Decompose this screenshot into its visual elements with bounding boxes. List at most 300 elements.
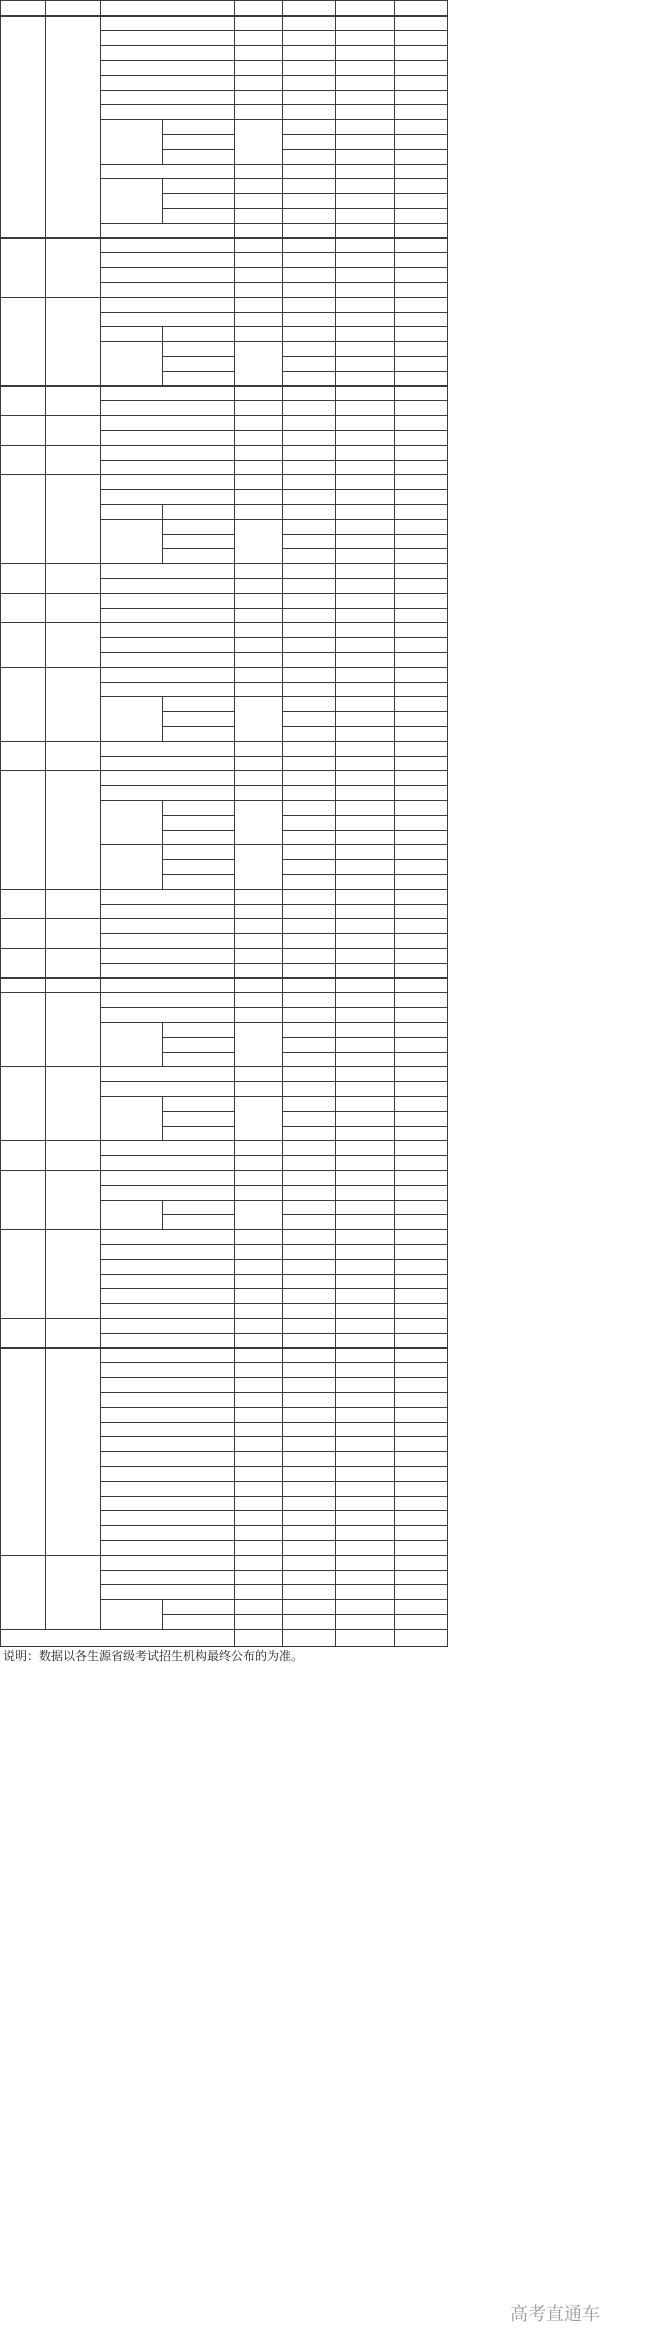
max-score (282, 830, 335, 845)
max-score (282, 504, 335, 519)
province-code (0, 978, 45, 993)
category-label (100, 490, 234, 505)
admit-count (234, 1008, 282, 1023)
table-rule (282, 1288, 448, 1289)
category-label (100, 1363, 234, 1378)
table-rule (282, 1274, 448, 1275)
max-score (282, 756, 335, 771)
admit-count (234, 342, 282, 386)
max-score (282, 1422, 335, 1437)
avg-score (335, 904, 394, 919)
table-rule (100, 252, 282, 253)
table-rule (100, 1303, 282, 1304)
admit-count (234, 1170, 282, 1185)
table-rule (100, 682, 282, 683)
table-rule (100, 963, 282, 964)
min-score (394, 1215, 448, 1230)
category-label (100, 238, 234, 253)
avg-score (335, 1052, 394, 1067)
table-rule (162, 830, 234, 831)
table-rule (282, 400, 448, 401)
min-score (394, 578, 448, 593)
province-name (45, 386, 100, 416)
max-score (282, 1333, 335, 1348)
admit-count (234, 1511, 282, 1526)
min-score (394, 445, 448, 460)
table-rule (282, 0, 283, 1646)
table-rule (282, 149, 448, 150)
admit-count (234, 179, 282, 194)
admit-count (234, 31, 282, 46)
avg-score (335, 519, 394, 534)
table-rule (100, 1422, 282, 1423)
table-rule (282, 1466, 448, 1467)
avg-score (335, 149, 394, 164)
subcategory-label (162, 342, 234, 357)
admit-count (234, 1082, 282, 1097)
category-label (100, 1511, 234, 1526)
province-code (0, 1067, 45, 1141)
admit-count (234, 1304, 282, 1319)
header-province (45, 0, 100, 16)
table-rule (282, 1052, 448, 1053)
max-score (282, 1037, 335, 1052)
avg-score (335, 756, 394, 771)
min-score (394, 416, 448, 431)
table-rule (282, 1259, 448, 1260)
admit-count (234, 904, 282, 919)
province-name (45, 297, 100, 386)
table-rule (162, 859, 234, 860)
avg-score (335, 1008, 394, 1023)
category-label (100, 652, 234, 667)
category-label (100, 564, 234, 579)
category-label (100, 46, 234, 61)
min-score (394, 623, 448, 638)
avg-score (335, 1022, 394, 1037)
category-label (100, 1141, 234, 1156)
min-score (394, 490, 448, 505)
max-score (282, 282, 335, 297)
admit-count (234, 90, 282, 105)
province-code (0, 1170, 45, 1229)
table-rule (100, 1496, 282, 1497)
min-score (394, 16, 448, 31)
avg-score (335, 830, 394, 845)
admit-count (234, 889, 282, 904)
table-rule (282, 548, 448, 549)
avg-score (335, 105, 394, 120)
table-rule (100, 519, 282, 520)
subcategory-label (162, 874, 234, 889)
admit-count (234, 1585, 282, 1600)
min-score (394, 475, 448, 490)
max-score (282, 31, 335, 46)
max-score (282, 564, 335, 579)
min-score (394, 1481, 448, 1496)
max-score (282, 475, 335, 490)
max-score (282, 1289, 335, 1304)
province-code (0, 593, 45, 623)
table-rule (100, 178, 282, 179)
max-score (282, 105, 335, 120)
province-name (45, 889, 100, 919)
category-label (100, 1318, 234, 1333)
avg-score (335, 1126, 394, 1141)
subcategory-label (162, 356, 234, 371)
avg-score (335, 1082, 394, 1097)
category-label (100, 623, 234, 638)
admit-count (234, 593, 282, 608)
table-rule (100, 30, 282, 31)
table-rule (234, 193, 282, 194)
province-code (0, 771, 45, 889)
min-score (394, 1230, 448, 1245)
table-rule (100, 1599, 282, 1600)
category-label (100, 282, 234, 297)
category-label (100, 60, 234, 75)
header-min (394, 0, 448, 16)
min-score (394, 342, 448, 357)
avg-score (335, 223, 394, 238)
max-score (282, 342, 335, 357)
min-score (394, 1259, 448, 1274)
avg-score (335, 342, 394, 357)
min-score (394, 1037, 448, 1052)
province-name (45, 445, 100, 475)
admit-count (234, 223, 282, 238)
table-rule (282, 608, 448, 609)
max-score (282, 1082, 335, 1097)
max-score (282, 60, 335, 75)
avg-score (335, 860, 394, 875)
province-name (45, 741, 100, 771)
subcategory-label (162, 149, 234, 164)
table-rule (282, 1525, 448, 1526)
admit-count (234, 741, 282, 756)
avg-score (335, 741, 394, 756)
max-score (282, 608, 335, 623)
max-score (282, 253, 335, 268)
max-score (282, 1244, 335, 1259)
max-score (282, 1230, 335, 1245)
min-score (394, 371, 448, 386)
max-score (282, 297, 335, 312)
max-score (282, 164, 335, 179)
min-score (394, 697, 448, 712)
max-score (282, 194, 335, 209)
avg-score (335, 667, 394, 682)
table-rule (45, 0, 46, 1629)
category-label (100, 164, 234, 179)
table-rule (282, 267, 448, 268)
table-rule (282, 119, 448, 120)
avg-score (335, 771, 394, 786)
avg-score (335, 1363, 394, 1378)
admit-count (234, 1422, 282, 1437)
max-score (282, 179, 335, 194)
max-score (282, 697, 335, 712)
table-rule (100, 637, 282, 638)
admit-count (234, 993, 282, 1008)
table-rule (282, 104, 448, 105)
table-rule (162, 208, 234, 209)
table-rule (282, 371, 448, 372)
max-score (282, 534, 335, 549)
table-rule (100, 1570, 282, 1571)
max-score (282, 948, 335, 963)
avg-score (335, 934, 394, 949)
category-group-label (100, 1600, 162, 1630)
admit-count (234, 1289, 282, 1304)
category-label (100, 1082, 234, 1097)
table-rule (282, 711, 448, 712)
subcategory-label (162, 697, 234, 712)
table-rule (282, 815, 448, 816)
avg-score (335, 534, 394, 549)
max-score (282, 800, 335, 815)
table-rule (162, 874, 234, 875)
admit-count (234, 268, 282, 283)
admit-count (234, 845, 282, 889)
avg-score (335, 1333, 394, 1348)
subcategory-label (162, 1126, 234, 1141)
max-score (282, 860, 335, 875)
max-score (282, 519, 335, 534)
table-rule (234, 1614, 282, 1615)
avg-score (335, 919, 394, 934)
subcategory-label (162, 371, 234, 386)
admit-count (234, 638, 282, 653)
table-rule (282, 341, 448, 342)
admit-count (234, 963, 282, 978)
category-label (100, 667, 234, 682)
province-name (45, 948, 100, 978)
avg-score (335, 134, 394, 149)
table-rule (162, 1214, 234, 1215)
province-code (0, 993, 45, 1067)
table-rule (282, 844, 448, 845)
avg-score (335, 1274, 394, 1289)
avg-score (335, 578, 394, 593)
max-score (282, 1096, 335, 1111)
province-name (45, 1555, 100, 1629)
min-score (394, 978, 448, 993)
table-rule (282, 504, 448, 505)
total-label (0, 1629, 234, 1646)
admit-count (234, 1392, 282, 1407)
avg-score (335, 1570, 394, 1585)
admit-count (234, 312, 282, 327)
max-score (282, 1067, 335, 1082)
min-score (394, 1052, 448, 1067)
table-rule (100, 1392, 282, 1393)
header-max (282, 0, 335, 16)
table-rule (100, 785, 282, 786)
category-label (100, 904, 234, 919)
min-score (394, 919, 448, 934)
min-score (394, 1289, 448, 1304)
avg-score (335, 1614, 394, 1629)
max-score (282, 208, 335, 223)
min-score (394, 1067, 448, 1082)
category-label (100, 1496, 234, 1511)
min-score (394, 608, 448, 623)
avg-score (335, 416, 394, 431)
avg-score (335, 490, 394, 505)
table-rule (282, 1599, 448, 1600)
min-score (394, 134, 448, 149)
province-code (0, 1555, 45, 1629)
admit-count (234, 75, 282, 90)
table-rule (100, 933, 282, 934)
table-rule (100, 1155, 282, 1156)
table-rule (100, 60, 282, 61)
category-label (100, 756, 234, 771)
category-label (100, 1407, 234, 1422)
subcategory-label (162, 534, 234, 549)
min-score (394, 149, 448, 164)
min-score (394, 1466, 448, 1481)
max-score (282, 993, 335, 1008)
max-score (282, 1496, 335, 1511)
avg-score (335, 90, 394, 105)
max-score (282, 874, 335, 889)
table-rule (100, 1081, 282, 1082)
table-rule (282, 208, 448, 209)
category-label (100, 416, 234, 431)
province-code (0, 16, 45, 238)
table-rule (282, 1510, 448, 1511)
avg-score (335, 327, 394, 342)
category-label (100, 1259, 234, 1274)
table-rule (100, 1377, 282, 1378)
admit-count (234, 238, 282, 253)
max-score (282, 268, 335, 283)
header-count (234, 0, 282, 16)
max-score (282, 1526, 335, 1541)
admit-count (234, 978, 282, 993)
table-rule (100, 844, 282, 845)
max-score (282, 416, 335, 431)
min-score (394, 430, 448, 445)
table-rule (100, 104, 282, 105)
avg-score (335, 208, 394, 223)
table-rule (282, 1126, 448, 1127)
max-score (282, 889, 335, 904)
avg-score (335, 978, 394, 993)
min-score (394, 1511, 448, 1526)
table-rule (282, 356, 448, 357)
subcategory-label (162, 712, 234, 727)
table-rule (100, 1451, 282, 1452)
avg-score (335, 608, 394, 623)
table-rule (100, 223, 282, 224)
admit-count (234, 1614, 282, 1629)
max-score (282, 786, 335, 801)
table-rule (162, 726, 234, 727)
province-code (0, 445, 45, 475)
max-score (282, 430, 335, 445)
avg-score (335, 1289, 394, 1304)
min-score (394, 1156, 448, 1171)
avg-score (335, 16, 394, 31)
province-code (0, 1318, 45, 1348)
category-label (100, 771, 234, 786)
admit-count (234, 1274, 282, 1289)
avg-score (335, 1600, 394, 1615)
max-score (282, 1511, 335, 1526)
province-name (45, 475, 100, 564)
min-score (394, 1304, 448, 1319)
watermark-text: 高考直通车 (510, 2304, 600, 2325)
table-rule (282, 1392, 448, 1393)
subcategory-label (162, 1022, 234, 1037)
table-rule (162, 193, 234, 194)
avg-score (335, 697, 394, 712)
max-score (282, 460, 335, 475)
category-label (100, 430, 234, 445)
table-rule (100, 1525, 282, 1526)
min-score (394, 1333, 448, 1348)
category-label (100, 1422, 234, 1437)
avg-score (335, 1185, 394, 1200)
table-rule (282, 1362, 448, 1363)
admit-count (234, 1185, 282, 1200)
avg-score (335, 297, 394, 312)
avg-score (335, 993, 394, 1008)
subcategory-label (162, 327, 234, 342)
table-rule (282, 282, 448, 283)
table-rule (100, 800, 282, 801)
province-name (45, 771, 100, 889)
category-group-label (100, 845, 162, 889)
table-rule (100, 119, 282, 120)
min-score (394, 1540, 448, 1555)
avg-score (335, 786, 394, 801)
table-rule (282, 1614, 448, 1615)
province-code (0, 1348, 45, 1555)
province-code (0, 297, 45, 386)
avg-score (335, 889, 394, 904)
min-score (394, 1422, 448, 1437)
category-label (100, 75, 234, 90)
avg-score (335, 1422, 394, 1437)
max-score (282, 1452, 335, 1467)
province-code (0, 1230, 45, 1319)
admit-count (234, 386, 282, 401)
min-score (394, 726, 448, 741)
max-score (282, 1437, 335, 1452)
subcategory-label (162, 519, 234, 534)
province-name (45, 1318, 100, 1348)
province-name (45, 1067, 100, 1141)
admit-count (234, 16, 282, 31)
admit-count (234, 578, 282, 593)
table-rule (100, 460, 282, 461)
admit-count (234, 430, 282, 445)
category-group-label (100, 800, 162, 844)
category-label (100, 1526, 234, 1541)
category-label (100, 1156, 234, 1171)
table-rule (282, 785, 448, 786)
avg-score (335, 445, 394, 460)
admit-count (234, 416, 282, 431)
table-rule (282, 489, 448, 490)
table-rule (100, 652, 282, 653)
table-rule (282, 800, 448, 801)
min-score (394, 1126, 448, 1141)
